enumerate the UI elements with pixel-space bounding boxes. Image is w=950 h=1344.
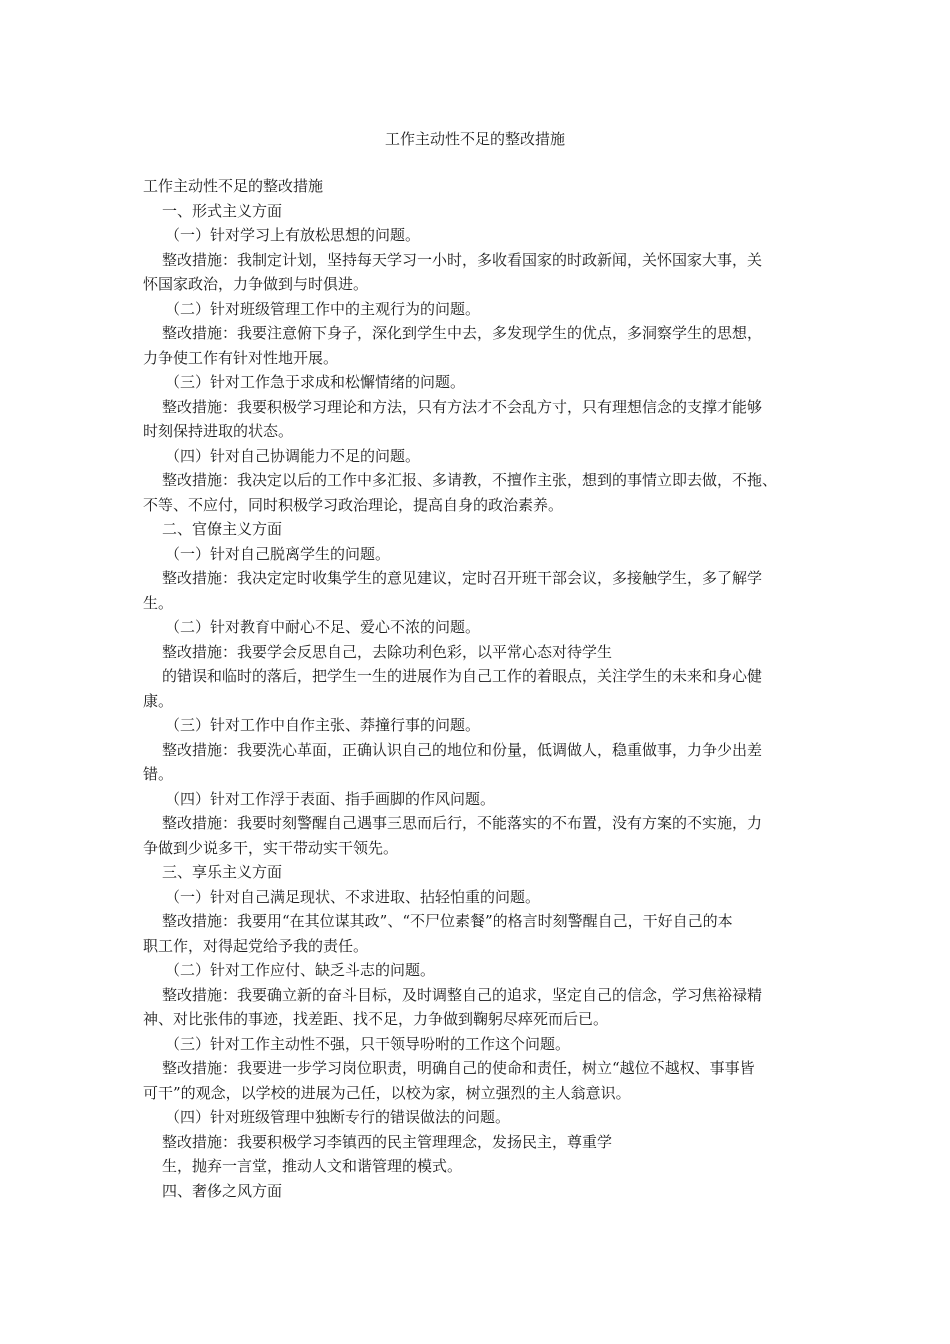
issue-item: （三）针对工作中自作主张、莽撞行事的问题。 xyxy=(165,716,481,734)
issue-item: （二）针对班级管理工作中的主观行为的问题。 xyxy=(165,299,481,318)
measure-text-cont: 错。 xyxy=(143,765,174,783)
measure-text: 整改措施：我决定定时收集学生的意见建议，定时召开班干部会议，多接触学生，多了解学 xyxy=(162,569,763,587)
page-title: 工作主动性不足的整改措施 xyxy=(384,130,565,148)
measure-text: 整改措施：我要用“在其位谋其政”、“不尸位素餐”的格言时刻警醒自己，干好自己的本 xyxy=(162,912,733,930)
measure-text: 整改措施：我要确立新的奋斗目标，及时调整自己的追求，坚定自己的信念，学习焦裕禄精 xyxy=(162,985,763,1004)
measure-text-cont: 力争使工作有针对性地开展。 xyxy=(143,348,339,367)
measure-text-cont: 不等、不应付，同时积极学习政治理论，提高自身的政治素养。 xyxy=(143,495,564,514)
measure-text: 整改措施：我要注意俯下身子，深化到学生中去，多发现学生的优点，多洞察学生的思想， xyxy=(162,324,763,342)
measure-text-cont: 生，抛弃一言堂，推动人文和谐管理的模式。 xyxy=(162,1157,463,1175)
measure-text: 整改措施：我制定计划，坚持每天学习一小时，多收看国家的时政新闻，关怀国家大事，关 xyxy=(162,250,763,269)
issue-item: （三）针对工作急于求成和松懈情绪的问题。 xyxy=(165,373,466,391)
body-heading: 工作主动性不足的整改措施 xyxy=(143,177,324,195)
measure-text: 整改措施：我决定以后的工作中多汇报、多请教，不擅作主张，想到的事情立即去做，不拖、 xyxy=(162,471,778,489)
issue-item: （二）针对教育中耐心不足、爱心不浓的问题。 xyxy=(165,618,481,636)
measure-text-cont: 争做到少说多干，实干带动实干领先。 xyxy=(143,838,399,857)
measure-text-cont: 康。 xyxy=(143,691,174,710)
measure-text-cont: 怀国家政治，力争做到与时俱进。 xyxy=(143,275,369,293)
measure-text-cont: 职工作，对得起党给予我的责任。 xyxy=(143,936,369,955)
issue-item: （四）针对工作浮于表面、指手画脚的作风问题。 xyxy=(165,789,496,808)
section-heading: 一、形式主义方面 xyxy=(162,201,283,220)
issue-item: （一）针对自己满足现状、不求进取、拈轻怕重的问题。 xyxy=(165,887,541,906)
measure-text-cont: 生。 xyxy=(143,593,174,612)
measure-text: 整改措施：我要学会反思自己，去除功利色彩，以平常心态对待学生 xyxy=(162,642,613,661)
issue-item: （一）针对学习上有放松思想的问题。 xyxy=(165,226,421,244)
section-heading: 三、享乐主义方面 xyxy=(162,863,283,881)
measure-text: 整改措施：我要积极学习理论和方法，只有方法才不会乱方寸，只有理想信念的支撑才能够 xyxy=(162,397,763,416)
measure-text: 整改措施：我要进一步学习岗位职责，明确自己的使命和责任，树立“越位不越权、事事皆 xyxy=(162,1059,755,1077)
section-heading: 二、官僚主义方面 xyxy=(162,520,283,538)
measure-text-cont: 可干”的观念，以学校的进展为己任，以校为家，树立强烈的主人翁意识。 xyxy=(143,1083,631,1102)
measure-text: 整改措施：我要积极学习李镇西的民主管理理念，发扬民主，尊重学 xyxy=(162,1132,613,1151)
document-body xyxy=(143,174,815,1203)
measure-text-cont: 的错误和临时的落后，把学生一生的进展作为自己工作的着眼点，关注学生的未来和身心健 xyxy=(162,667,763,685)
issue-item: （四）针对班级管理中独断专行的错误做法的问题。 xyxy=(165,1108,511,1126)
measure-text-cont: 时刻保持进取的状态。 xyxy=(143,422,294,440)
issue-item: （一）针对自己脱离学生的问题。 xyxy=(165,544,391,563)
issue-item: （三）针对工作主动性不强，只干领导吩咐的工作这个问题。 xyxy=(165,1034,571,1053)
measure-text-cont: 神、对比张伟的事迹，找差距、找不足，力争做到鞠躬尽瘁死而后已。 xyxy=(143,1010,609,1028)
issue-item: （二）针对工作应付、缺乏斗志的问题。 xyxy=(165,961,436,979)
section-heading: 四、奢侈之风方面 xyxy=(162,1181,283,1200)
issue-item: （四）针对自己协调能力不足的问题。 xyxy=(165,446,421,465)
measure-text: 整改措施：我要洗心革面，正确认识自己的地位和份量，低调做人，稳重做事，力争少出差 xyxy=(162,740,763,759)
measure-text: 整改措施：我要时刻警醒自己遇事三思而后行，不能落实的不布置，没有方案的不实施，力 xyxy=(162,814,763,832)
